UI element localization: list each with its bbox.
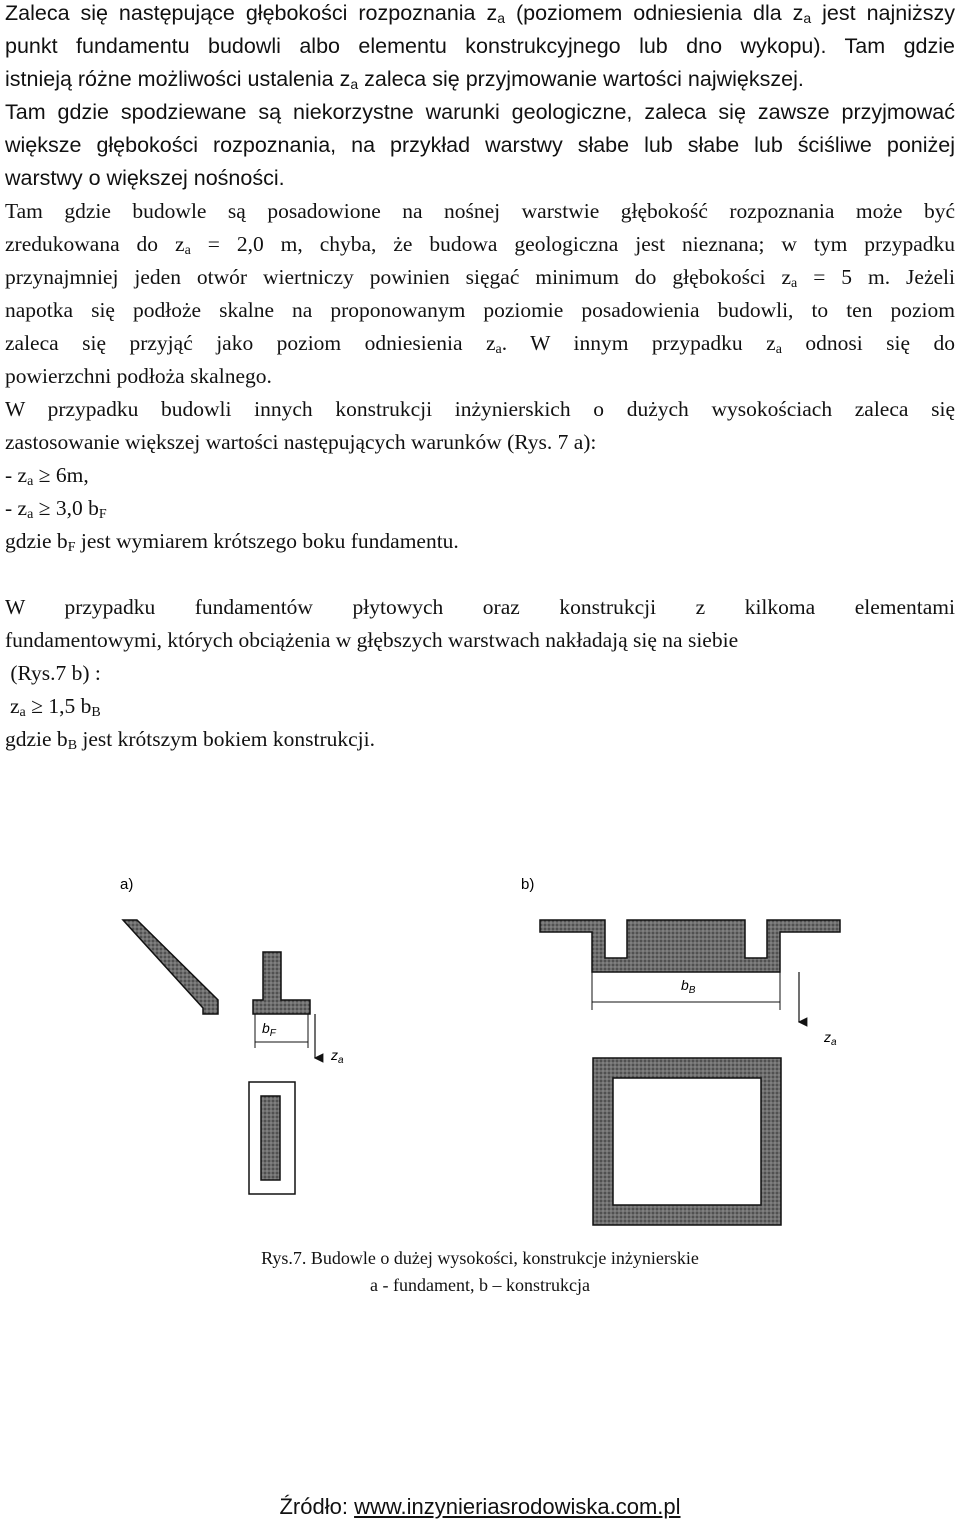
text-line: punkt fundamentu budowli albo elementu konstrukcyjnego lub dno wykopu). Tam gdzie xyxy=(5,34,955,58)
figure-caption-line1: Rys.7. Budowle o dużej wysokości, konstrukcje inżynierskie xyxy=(261,1248,699,1268)
condition-line: - $z_a \ge 3,0$ $b_F$ xyxy=(5,496,107,522)
text-line: W przypadku budowli innych konstrukcji inżynierskich o dużych wysokościach zaleca się xyxy=(5,397,955,421)
figure-caption-line2: a - fundament, b – konstrukcja xyxy=(370,1275,590,1295)
text-line: istnieją różne możliwości ustalenia $z_a$ zaleca się przyjmowanie wartości największej. xyxy=(5,67,804,92)
dim-label-za: $z_a$ xyxy=(331,1047,344,1066)
text-line: fundamentowymi, których obciążenia w głębszych warstwach nakładają się na siebie xyxy=(5,628,739,652)
text-line: Zaleca się następujące głębokości rozpoznania $z_a$ (poziomem odniesienia dla $z_a$ jest najniższy xyxy=(5,1,955,26)
condition-line: $z_a \ge 1,5$ $b_B$ xyxy=(10,694,101,720)
dim-label-bb: $b_B$ xyxy=(681,977,696,996)
text-line: zredukowana do $z_a = 2,0$ m, chyba, że budowa geologiczna jest nieznana; w tym przypadku xyxy=(5,232,955,258)
text-line: przynajmniej jeden otwór wiertniczy powinien sięgać minimum do głębokości $z_a = 5$ m. Jeżeli xyxy=(5,265,955,291)
text-line: gdzie $b_B$ jest krótszym bokiem konstrukcji. xyxy=(5,727,376,753)
source-link[interactable]: www.inzynieriasrodowiska.com.pl xyxy=(354,1494,681,1519)
figure-a-label: a) xyxy=(120,876,134,893)
structure-section xyxy=(540,920,840,972)
source-label: Źródło: xyxy=(279,1494,355,1519)
text-line: Tam gdzie spodziewane są niekorzystne warunki geologiczne, zaleca się zawsze przyjmować xyxy=(5,100,955,124)
dim-label-bf: $b_F$ xyxy=(262,1020,276,1039)
plan-foundation xyxy=(261,1096,280,1180)
text-line: gdzie $b_F$ jest wymiarem krótszego boku fundamentu. xyxy=(5,529,459,555)
text-line: warstwy o większej nośności. xyxy=(5,166,285,190)
figure-b xyxy=(521,876,840,1225)
text-line: napotka się podłoże skalne na proponowanym poziomie posadowienia budowli, to ten poziom xyxy=(5,298,955,322)
text-line: zastosowanie większej wartości następujących warunków (Rys. 7 a): xyxy=(5,430,597,454)
source-line xyxy=(0,1494,960,1520)
figure-a xyxy=(120,876,344,1194)
condition-line: - $z_a \ge 6m$, xyxy=(5,463,89,489)
plan-frame xyxy=(593,1058,781,1225)
text-line: zaleca się przyjąć jako poziom odniesienia $z_a$. W innym przypadku $z_a$ odnosi się do xyxy=(5,331,955,357)
dim-label-za: $z_a$ xyxy=(824,1029,837,1048)
slope-ground xyxy=(123,920,218,1014)
foundation-block xyxy=(253,952,310,1014)
text-line: (Rys.7 b) : xyxy=(5,661,101,685)
text-line: W przypadku fundamentów płytowych oraz konstrukcji z kilkoma elementami xyxy=(5,595,955,619)
text-line: powierzchni podłoża skalnego. xyxy=(5,364,272,388)
figure-b-label: b) xyxy=(521,876,535,893)
text-line: większe głębokości rozpoznania, na przykład warstwy słabe lub słabe lub ściśliwe poniżej xyxy=(5,133,955,157)
figure-rys7 xyxy=(0,840,960,1240)
text-line: Tam gdzie budowle są posadowione na nośnej warstwie głębokość rozpoznania może być xyxy=(5,199,955,223)
